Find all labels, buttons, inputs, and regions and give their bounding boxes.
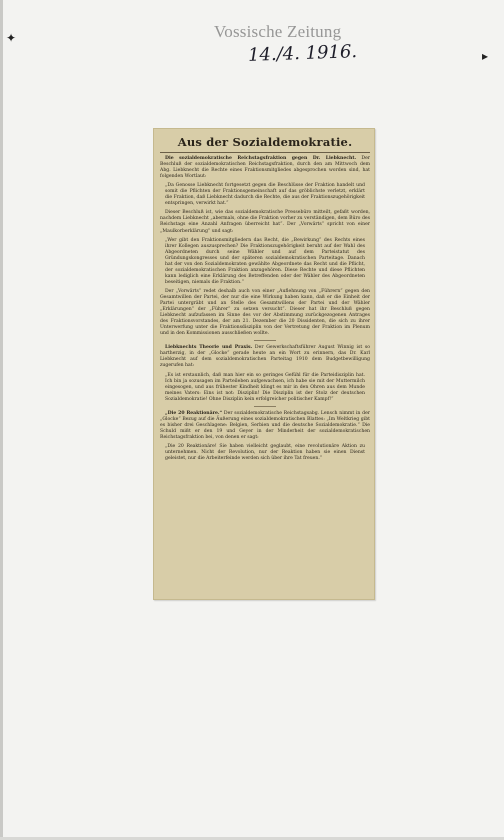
paragraph-text: „Wer gibt den Fraktionsmitgliedern das Recht, die „Bewirkung“ des Rechts eines ihrer Kollegen auszusprechen? Die Fraktionszugehörigkeit beruht auf der Wahl des Abgeordneten durch seine Wähler und auf dem Parteistatut des Gründungskongresses und der späteren sozialdemokratischen Parteitage. Danach hat der von den Sozialdemokraten gewählte Abgeordnete das Recht und die Pflicht, der sozialdemokratischen Fraktion anzugehören. Diese Rechte und diese Pflichten kann lediglich eine Erklärung des Betreffenden oder der Wähler des Abgeordneten beseitigen, niemals die Fraktion.“	[165, 237, 365, 285]
section-lead-paragraph	[160, 411, 370, 441]
title-rule	[160, 152, 370, 153]
sheet-left-edge	[0, 0, 3, 840]
paragraph-text: Der Beschluß der sozialdemokratischen Reichstagsfraktion, durch den am Mittwoch dem Abg. Liebknecht die Rechte eines Fraktionsmitgliedes abgesprochen worden sind, hat folgenden Wortlaut:	[160, 156, 370, 180]
corner-mark-icon: ✦	[6, 31, 17, 45]
quoted-paragraph	[160, 444, 370, 462]
section-heading: „Die 20 Reaktionäre.“	[165, 410, 223, 416]
paragraph-text: „Da Genosse Liebknecht fortgesetzt gegen die Beschlüsse der Fraktion handelt und somit die Pflichten der Fraktionsgemeinschaft auf das gröblichste verletzt, erklärt die Fraktion, daß Liebknecht dadurch die Rechte, die aus der Fraktionszugehörigkeit entspringen, verwirkt hat.“	[165, 183, 365, 207]
section-lead-paragraph	[160, 345, 370, 369]
section-separator	[254, 340, 276, 341]
section-heading: Liebknechts Theorie und Praxis.	[165, 345, 253, 351]
paragraph-text: „Die 20 Reaktionäre! Sie haben vielleicht geglaubt, eine revolutionäre Aktion zu unternehmen. Nicht der Revolution, nur der Reaktion haben sie einen Dienst geleistet, nur die Arbeiterfeinde werden sich über ihre Tat freuen.“	[165, 443, 365, 462]
quoted-paragraph	[160, 373, 370, 403]
clipping-title: Aus der Sozialdemokratie.	[177, 135, 353, 149]
corner-mark-icon: ▸	[482, 49, 489, 63]
paragraph-text: Der Gewerkschaftsführer August Winnig ist so hartherzig, in der „Glocke“ gerade heute an ein Wort zu erinnern, das Dr. Karl Liebknecht auf dem sozialdemokratischen Parteitag 1910 dem Budgetbewilligung zugerufen hat:	[160, 345, 370, 369]
body-paragraph	[160, 289, 370, 337]
newspaper-stamp: Vossische Zeitung	[214, 22, 342, 41]
quoted-paragraph	[160, 183, 370, 207]
handwritten-date: 14./4. 1916.	[247, 41, 358, 66]
section-heading: Die sozialdemokratische Reichstagsfraktion gegen Dr. Liebknecht.	[165, 156, 357, 161]
paragraph-text: Der sozialdemokratische Reichstagsabg. Lensch nimmt in der „Glocke“ Bezug auf die Äußerung eines sozialdemokratischen Blattes: „Im Weltkrieg gibt es bisher drei Geschlagene: Belgien, Serbien und die deutsche Sozialdemokratie.“ Die Schuld mißt er den 19 und Geyer in der Minderheit der sozialdemokratischen Reichstagsfraktion bei, von denen er sagt:	[160, 410, 370, 440]
body-paragraph	[160, 210, 370, 234]
newspaper-clipping	[153, 128, 375, 600]
paragraph-text: „Es ist erstaunlich, daß man hier ein so geringes Gefühl für die Parteidisziplin hat. Ich bin ja sozusagen im Parteileben aufgewachsen, ich habe sie mit der Muttermilch eingesogen, und aus frühester Kindheit klingt es mir in den Ohren aus dem Munde meines Vaters: Eins ist not: Disziplin! Die Disziplin ist der Stolz der deutschen Sozialdemokratie! Ohne Disziplin kein erfolgreicher politischer Kampf!“	[165, 372, 365, 402]
paragraph-text: Der „Vorwärts“ redet deshalb auch von einer „Auflehnung von „Führern“ gegen den Gesamtwillen der Partei, der nur die eine Wirkung haben kann, daß er die Einheit der Partei untergräbt und an Stelle des Gesamtwillens der Partei und der Wähler „Erklärungen“ der „Führer“ zu setzen versucht“. Dieser hat ihr Beschluß gegen Liebknecht aufzufassen im Sinne des vor der Abstimmung zurückgezogenen Antrages des Fraktionsvorstandes, der am 21. Dezember die 20 Dissidenten, die sich zu ihrer Unterwerfung unter die Fraktionsdisziplin von der Vertretung der Fraktion im Plenum und in den Kommissionen ausschließen wollte.	[160, 288, 370, 337]
section-separator	[254, 406, 276, 407]
section-lead-paragraph	[160, 156, 370, 180]
paragraph-text: Dieser Beschluß ist, wie das sozialdemokratische Pressebüro mitteilt, gefaßt worden, nachdem Liebknecht „abermals, ohne die Fraktion vorher zu verständigen, dem Büro des Reichstags eine Anzahl Anfragen überreicht hat“. Der „Vorwärts“ spricht von einer „Maulkorberklärung“ und sagt:	[160, 210, 370, 234]
clipping-body	[160, 156, 370, 462]
quoted-paragraph	[160, 238, 370, 286]
